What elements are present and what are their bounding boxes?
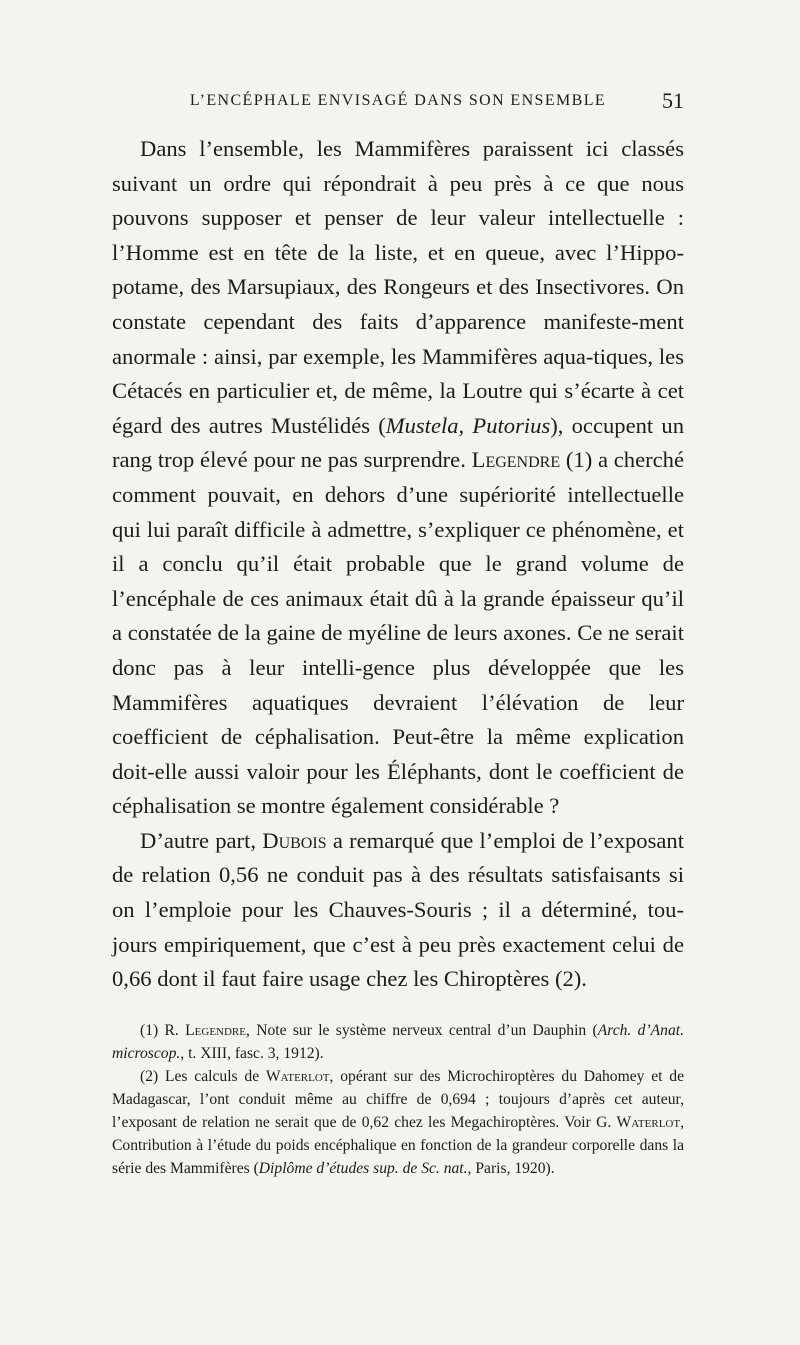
footnote-2-marker: (2) (140, 1067, 159, 1085)
paragraph-1-text-b: ), occupent un rang trop élevé pour ne pas surprendre. (112, 412, 684, 473)
footnote-1-author: R. Legendre (164, 1021, 246, 1039)
page-number: 51 (662, 88, 684, 113)
footnote-2-citation: , Paris, 1920). (467, 1159, 555, 1177)
footnote-1-citation: , t. XIII, fasc. 3, 1912). (180, 1044, 324, 1062)
genus-names: Mustela, Putorius (385, 412, 551, 438)
footnote-1 (112, 1019, 684, 1065)
footnote-2-text-a: Les calculs de (158, 1067, 266, 1085)
footnote-2-text-c: , Contribution à l’étude du poids encéphalique en fonction de la grandeur corporelle dans la série des Mammifères ( (112, 1113, 684, 1177)
author-name-dubois: Dubois (262, 827, 327, 853)
author-name-legendre: Legendre (471, 447, 561, 473)
footnote-2-thesis-title: Diplôme d’études sup. de Sc. nat. (258, 1159, 468, 1177)
paragraph-1-text-c: (1) a cherché comment pouvait, en dehors d’une supériorité intellectuelle qui lui paraît difficile à admettre, s’expliquer ce phénomène, et il a conclu qu’il était probable que le grand volume de l’encéphale de ces animaux était dû à la grande épaisseur qu’il a constatée de la gaine de myéline de leurs axones. Ce ne serait donc pas à leur intelli-gence plus développée que les Mammifères aquatiques devraient l’élévation de leur coefficient de céphalisation. Peut-être la même explication doit-elle aussi valoir pour les Éléphants, dont le coefficient de céphalisation se montre également considérable ? (112, 447, 684, 819)
footnote-2-author-a: Waterlot (265, 1067, 330, 1085)
footnote-1-text: , Note sur le système nerveux central d’un Dauphin ( (245, 1021, 598, 1039)
paragraph-2-text: a remarqué que l’emploi de l’exposant de relation 0,56 ne conduit pas à des résultats satisfaisants si on l’emploie pour les Chauves-Souris ; il a déterminé, tou-jours empiriquement, que c’est à peu près exactement celui de 0,66 dont il faut faire usage chez les Chiroptères (2). (112, 827, 684, 992)
paragraph-1 (112, 132, 684, 824)
running-title: L’ENCÉPHALE ENVISAGÉ DANS SON ENSEMBLE (189, 92, 607, 109)
footnote-1-marker: (1) (140, 1021, 159, 1039)
footnote-2 (112, 1065, 684, 1180)
footnote-2-author-b: Waterlot (616, 1113, 681, 1131)
running-head (112, 88, 684, 118)
book-page (112, 88, 684, 1180)
footnote-2-text-b: , opérant sur des Microchiroptères du Dahomey et de Madagascar, l’ont conduit même au chiffre de 0,694 ; toujours d’après cet auteur, l’exposant de relation ne serait que de 0,62 chez les Megachiroptères. Voir G. (112, 1067, 685, 1131)
footnotes (112, 1019, 684, 1180)
paragraph-1-text-a: Dans l’ensemble, les Mammifères paraissent ici classés suivant un ordre qui répondrait à peu près à ce que nous pouvons supposer et penser de leur valeur intellectuelle : l’Homme est en tête de la liste, et en queue, avec l’Hippo-potame, des Marsupiaux, des Rongeurs et des Insectivores. On constate cependant des faits d’apparence manifeste-ment anormale : ainsi, par exemple, les Mammifères aqua-tiques, les Cétacés en particulier et, de même, la Loutre qui s’écarte à cet égard des autres Mustélidés ( (112, 136, 684, 438)
main-text (112, 132, 684, 997)
paragraph-2 (112, 824, 684, 997)
footnote-1-journal: Arch. d’Anat. microscop. (112, 1021, 684, 1062)
paragraph-2-lead: D’autre part, (140, 827, 257, 853)
